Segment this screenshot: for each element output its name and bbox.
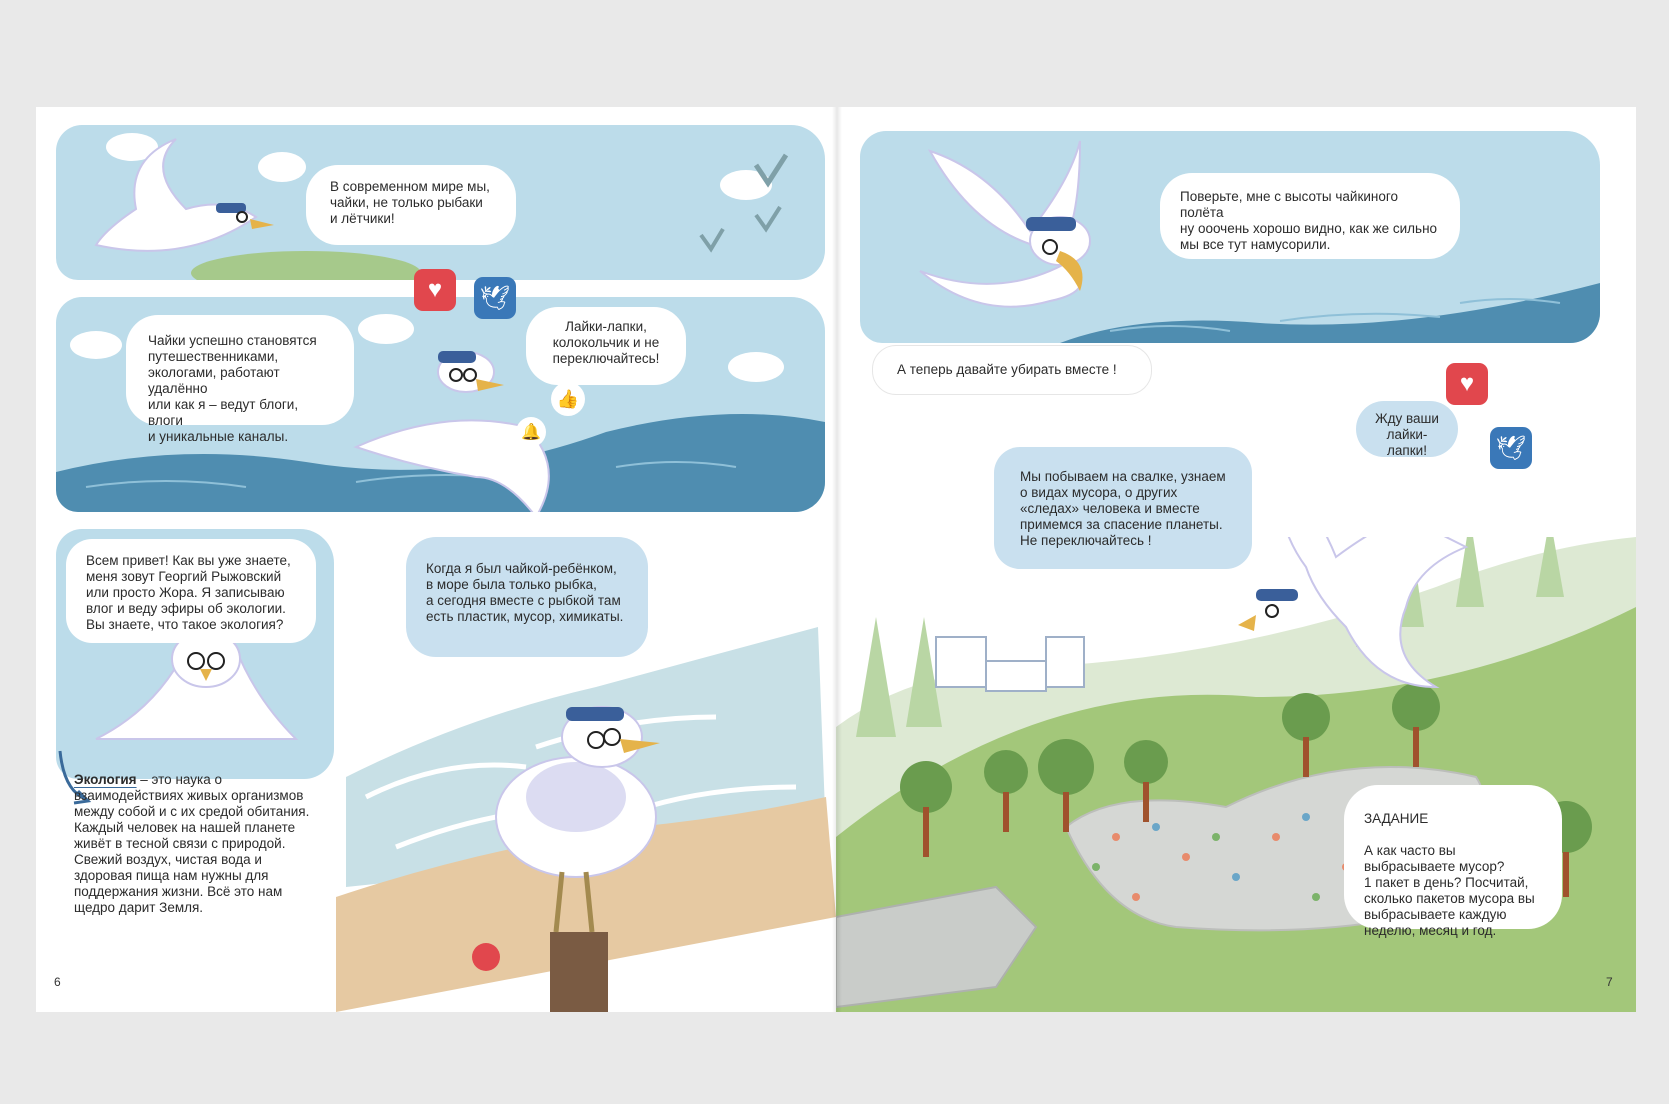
page-number-right: 7 [1606,975,1613,989]
dove-icon[interactable]: 🕊 [474,277,516,319]
speech-bubble-bloggers: Чайки успешно становятся путешественниками, экологами, работают удалённо или как я – ведут блоги, влоги и уникальные каналы. [126,315,354,425]
seagull-flying-large-icon [920,141,1090,307]
ecology-term: Экология [74,772,137,787]
speech-bubble-littered: Поверьте, мне с высоты чайкиного полёта ну ооочень хорошо видно, как же сильно мы все тут намусорили. [1160,173,1460,259]
bell-icon[interactable]: 🔔 [516,417,546,447]
crab-icon [472,943,500,971]
page-number-left: 6 [54,975,61,989]
speech-bubble-likes-bell: Лайки-лапки, колокольчик и не переключайтесь! [526,307,686,385]
task-title: ЗАДАНИЕ [1364,811,1429,826]
seagull-portrait-icon [96,629,296,739]
panel4-illustration [336,627,836,1012]
panel-greeting [56,529,334,779]
left-page [36,107,836,1012]
speech-bubble-modern-world: В современном мире мы, чайки, не только рыбаки и лётчики! [306,165,516,245]
ecology-definition [74,772,344,916]
right-page [836,107,1636,1012]
book-gutter [832,107,842,1012]
dove-icon[interactable]: 🕊 [1490,427,1532,469]
thumbs-up-icon[interactable]: 👍 [551,382,585,416]
heart-icon[interactable]: ♥ [1446,363,1488,405]
speech-bubble-greeting: Всем привет! Как вы уже знаете, меня зовут Георгий Рыжовский или просто Жора. Я записываю влог и веду эфиры об экологии. Вы знаете, что такое экология? [66,539,316,643]
panel-high-flight [860,131,1600,343]
speech-bubble-plan: Мы побываем на свалке, узнаем о видах мусора, о других «следах» человека и вместе примемся за спасение планеты. Не переключайтесь ! [994,447,1252,569]
task-text: А как часто вы выбрасываете мусор? 1 пакет в день? Посчитай, сколько пакетов мусора вы выбрасываете каждую неделю, месяц и год. [1364,843,1535,938]
speech-bubble-waiting-likes: Жду ваши лайки-лапки! [1356,401,1458,457]
panel-bloggers [56,297,825,512]
caption-clean-together: А теперь давайте убирать вместе ! [872,345,1152,395]
ecology-text: – это наука о взаимодействиях живых организмов между собой и с их средой обитания. Каждый человек на нашей планете живёт в тесной связи с природой. Свежий воздух, чистая вода и здоровая пища нам нужны для поддержания жизни. Всё это нам щедро дарит Земля. [74,772,310,915]
panel-sky-flight [56,125,825,280]
heart-icon[interactable]: ♥ [414,269,456,311]
speech-bubble-childhood: Когда я был чайкой-ребёнком, в море была только рыбка, а сегодня вместе с рыбкой там есть пластик, мусор, химикаты. [406,537,648,657]
task-box [1344,785,1562,938]
post-icon [550,932,608,1012]
